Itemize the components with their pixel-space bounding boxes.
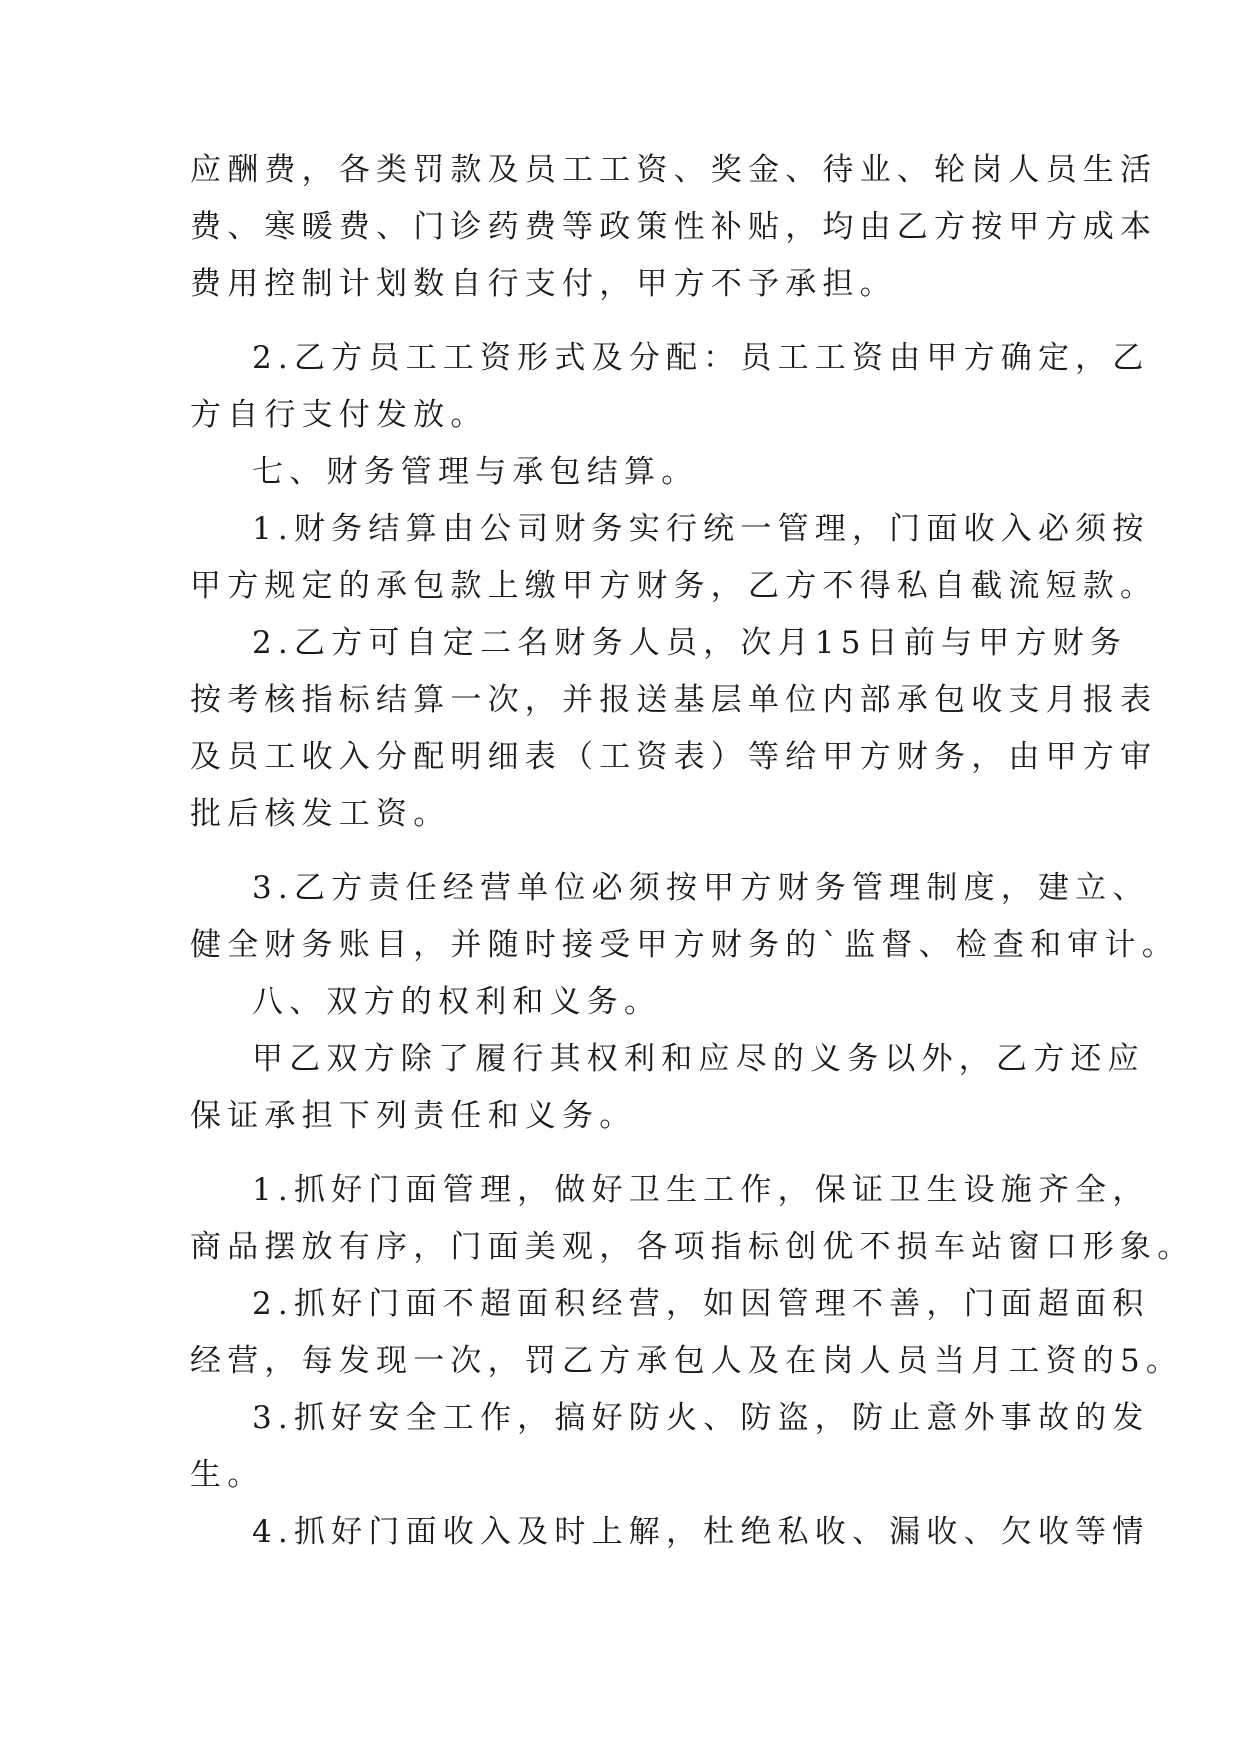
text-line-14: 健全财务账目，并随时接受甲方财务的`监督、检查和审计。 [190,927,1179,963]
text-line-5: 方自行支付发放。 [190,397,488,433]
text-line-22: 3.抓好安全工作，搞好防火、防盗，防止意外事故的发 [252,1400,1150,1436]
text-line-16: 甲乙双方除了履行其权利和应尽的义务以外，乙方还应 [252,1041,1145,1077]
text-line-23: 生。 [190,1457,265,1493]
text-line-18: 1.抓好门面管理，做好卫生工作，保证卫生设施齐全， [252,1172,1150,1208]
text-line-21: 经营，每发现一次，罚乙方承包人及在岗人员当月工资的5。 [190,1343,1184,1379]
text-line-24: 4.抓好门面收入及时上解，杜绝私收、漏收、欠收等情 [252,1514,1150,1550]
text-line-4: 2.乙方员工工资形式及分配：员工工资由甲方确定，乙 [252,340,1150,376]
text-line-1: 应酬费，各类罚款及员工工资、奖金、待业、轮岗人员生活 [190,152,1158,188]
text-line-9: 2.乙方可自定二名财务人员，次月15日前与甲方财务 [252,625,1128,661]
text-line-19: 商品摆放有序，门面美观，各项指标创优不损车站窗口形象。 [190,1229,1195,1265]
text-line-11: 及员工收入分配明细表（工资表）等给甲方财务，由甲方审 [190,739,1158,775]
text-line-12: 批后核发工资。 [190,796,451,832]
text-line-13: 3.乙方责任经营单位必须按甲方财务管理制度，建立、 [252,870,1150,906]
text-line-8: 甲方规定的承包款上缴甲方财务，乙方不得私自截流短款。 [190,568,1158,604]
text-line-20: 2.抓好门面不超面积经营，如因管理不善，门面超面积 [252,1286,1150,1322]
text-line-7: 1.财务结算由公司财务实行统一管理，门面收入必须按 [252,511,1150,547]
text-line-10: 按考核指标结算一次，并报送基层单位内部承包收支月报表 [190,682,1158,718]
section-heading-7: 七、财务管理与承包结算。 [252,454,699,490]
section-heading-8: 八、双方的权利和义务。 [252,984,662,1020]
text-line-2: 费、寒暖费、门诊药费等政策性补贴，均由乙方按甲方成本 [190,209,1158,245]
text-line-17: 保证承担下列责任和义务。 [190,1098,637,1134]
text-line-3: 费用控制计划数自行支付，甲方不予承担。 [190,266,897,302]
